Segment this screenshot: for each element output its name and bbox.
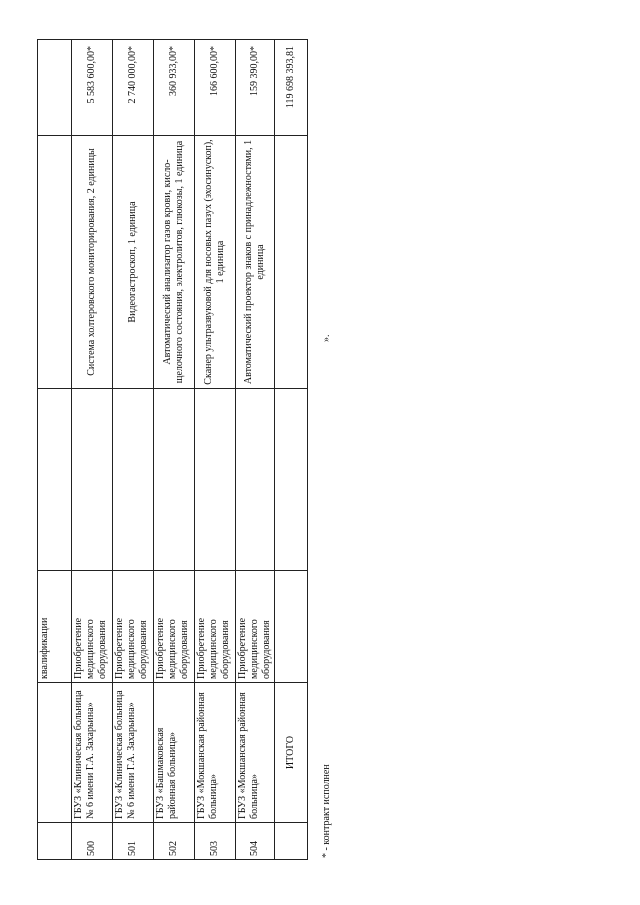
row-organization: ГБУЗ «Клиническая больница № 6 имени Г.А. Захарьина»	[113, 683, 154, 823]
cell-empty	[275, 389, 308, 571]
row-purpose: Приобретение медицинского оборудования	[113, 571, 154, 683]
row-purpose: Приобретение медицинского оборудования	[154, 571, 195, 683]
row-item: Видеогастроскоп, 1 единица	[113, 136, 154, 389]
row-number: 501	[113, 823, 154, 860]
row-sum: 166 600,00*	[195, 40, 236, 136]
cell-empty	[38, 40, 72, 136]
cell-empty	[195, 389, 236, 571]
row-purpose: Приобретение медицинского оборудования	[72, 571, 113, 683]
table-row	[154, 40, 195, 860]
rotated-page	[37, 40, 332, 860]
footnote-end: ».	[321, 334, 332, 342]
equipment-table	[37, 39, 308, 860]
row-item: Автоматический анализатор газов крови, кисло-щелочного состояния, электролитов, глюкозы, 1 единица	[154, 136, 195, 389]
row-organization: ГБУЗ «Мокшанская районная больница»	[195, 683, 236, 823]
row-purpose: Приобретение медицинского оборудования	[236, 571, 275, 683]
row-number: 504	[236, 823, 275, 860]
row-sum: 360 933,00*	[154, 40, 195, 136]
row-organization: ГБУЗ «Башмаковская районная больница»	[154, 683, 195, 823]
cell-empty	[38, 683, 72, 823]
table-row-header-tail	[38, 40, 72, 860]
footnote: * - контракт исполнен	[321, 764, 332, 858]
cell-empty	[236, 389, 275, 571]
row-purpose: Приобретение медицинского оборудования	[195, 571, 236, 683]
row-item: Система холтеровского мониторирования, 2 единицы	[72, 136, 113, 389]
row-item: Автоматический проектор знаков с принадлежностями, 1 единица	[236, 136, 275, 389]
cell-qualification: квалификации	[38, 571, 72, 683]
row-organization: ГБУЗ «Мокшанская районная больница»	[236, 683, 275, 823]
cell-empty	[154, 389, 195, 571]
row-number: 503	[195, 823, 236, 860]
cell-empty	[275, 136, 308, 389]
cell-empty	[38, 136, 72, 389]
cell-empty	[38, 389, 72, 571]
row-sum: 5 583 600,00*	[72, 40, 113, 136]
table-row	[195, 40, 236, 860]
total-sum: 119 698 393,81	[275, 40, 308, 136]
row-number: 500	[72, 823, 113, 860]
cell-empty	[72, 389, 113, 571]
cell-empty	[275, 571, 308, 683]
row-sum: 2 740 000,00*	[113, 40, 154, 136]
row-number: 502	[154, 823, 195, 860]
cell-empty	[38, 823, 72, 860]
cell-empty	[113, 389, 154, 571]
table-row	[113, 40, 154, 860]
row-item: Сканер ультразвуковой для носовых пазух (эхосинускоп), 1 единица	[195, 136, 236, 389]
row-organization: ГБУЗ «Клиническая больница № 6 имени Г.А. Захарьина»	[72, 683, 113, 823]
row-sum: 159 390,00*	[236, 40, 275, 136]
table-row	[72, 40, 113, 860]
cell-empty	[275, 823, 308, 860]
table-row	[236, 40, 275, 860]
total-label: ИТОГО	[275, 683, 308, 823]
total-row	[275, 40, 308, 860]
